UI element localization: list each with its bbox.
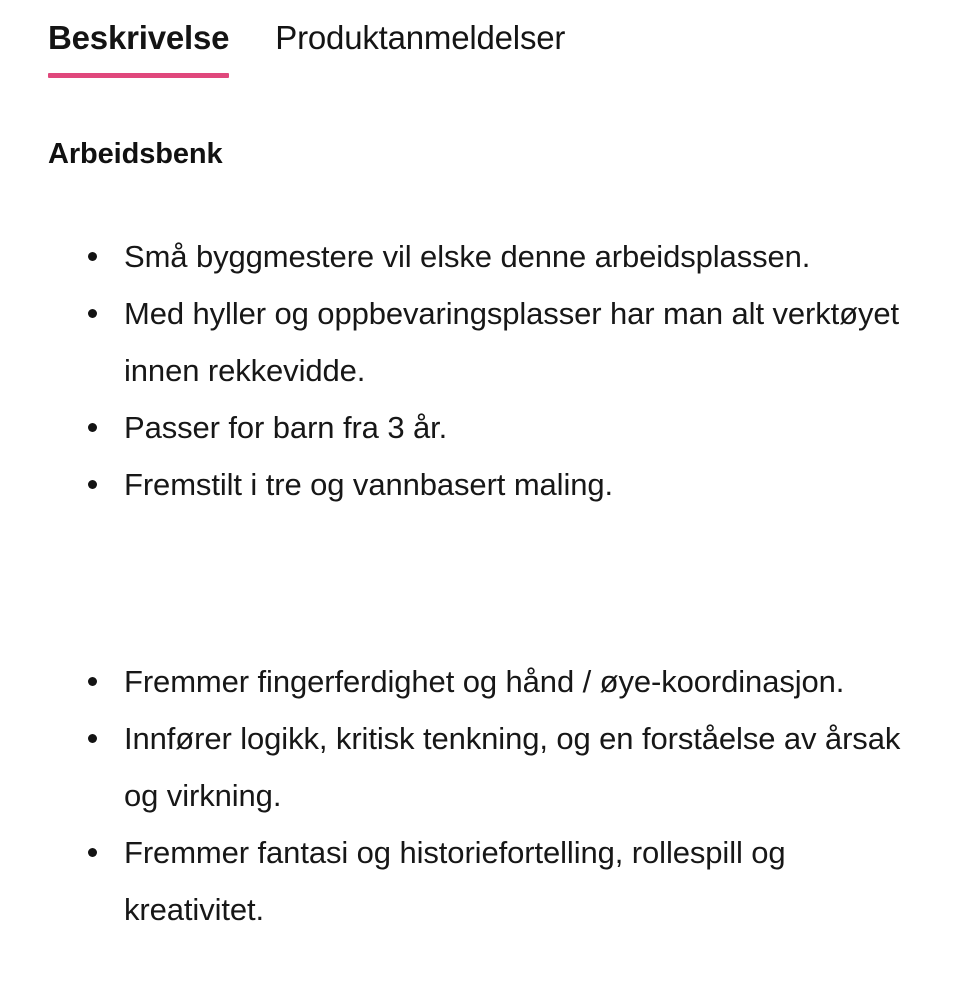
bullet-icon — [88, 423, 97, 432]
list-item-text: Innfører logikk, kritisk tenkning, og en forståelse av årsak og virkning. — [124, 721, 901, 813]
tab-beskrivelse-label: Beskrivelse — [48, 19, 230, 56]
section-heading: Arbeidsbenk — [48, 138, 223, 170]
list-item-text: Små byggmestere vil elske denne arbeidsplassen. — [124, 239, 811, 274]
bullet-icon — [88, 734, 97, 743]
list-item — [48, 710, 912, 824]
list-item-text: Passer for barn fra 3 år. — [124, 410, 448, 445]
list-item — [48, 285, 912, 399]
tab-produktanmeldelser-label: Produktanmeldelser — [275, 19, 566, 56]
list-item — [48, 653, 912, 710]
tab-beskrivelse[interactable] — [48, 18, 229, 78]
feature-list-secondary — [48, 653, 912, 938]
bullet-icon — [88, 252, 97, 261]
list-separator-gap — [48, 513, 912, 653]
list-item — [48, 399, 912, 456]
list-item-text: Fremmer fantasi og historiefortelling, rollespill og kreativitet. — [124, 835, 786, 927]
bullet-icon — [88, 848, 97, 857]
bullet-icon — [88, 677, 97, 686]
tab-bar — [48, 0, 912, 78]
bullet-icon — [88, 480, 97, 489]
tab-produktanmeldelser[interactable] — [275, 18, 565, 78]
list-item-text: Med hyller og oppbevaringsplasser har man alt verktøyet innen rekkevidde. — [124, 296, 900, 388]
description-content — [48, 78, 912, 938]
list-item — [48, 824, 912, 938]
feature-list-primary — [48, 228, 912, 513]
list-item — [48, 456, 912, 513]
list-item — [48, 228, 912, 285]
bullet-icon — [88, 309, 97, 318]
list-item-text: Fremmer fingerferdighet og hånd / øye-koordinasjon. — [124, 664, 845, 699]
list-item-text: Fremstilt i tre og vannbasert maling. — [124, 467, 614, 502]
active-tab-underline — [48, 73, 229, 78]
